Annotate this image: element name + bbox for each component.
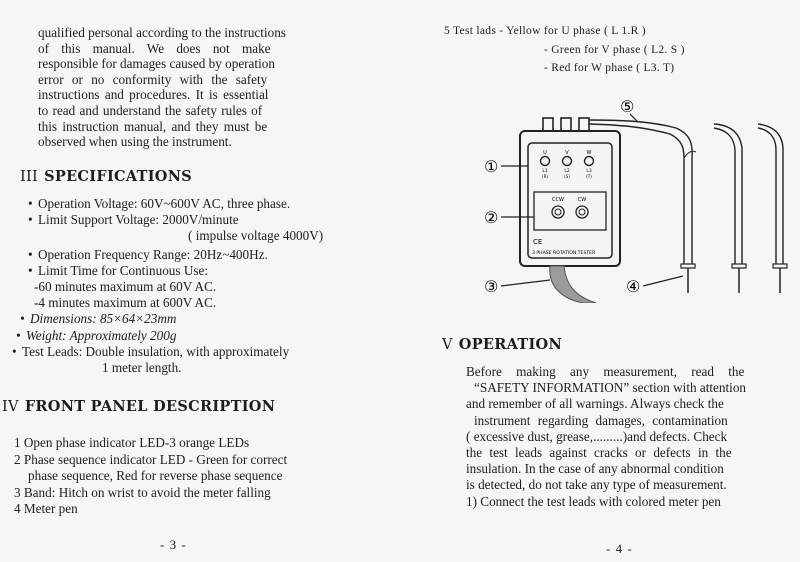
spec-item (28, 295, 323, 311)
bullet: • (28, 212, 33, 228)
section-numeral: V (442, 337, 453, 353)
probe-2 (732, 264, 746, 293)
bullet: • (12, 343, 17, 359)
lead-wire (758, 128, 776, 264)
spec-text: Dimensions: 85×64×23mm (30, 311, 177, 327)
spec-item (28, 263, 323, 279)
phase-letter: V (565, 150, 569, 156)
intro-line: instructions and procedures. It is essential (38, 87, 269, 103)
front-item: 4 Meter pen (14, 501, 78, 516)
spec-text: ( impulse voltage 4000V) (188, 228, 324, 244)
front-item: phase sequence, Red for reverse phase sequence (28, 468, 283, 483)
spec-item (28, 247, 323, 263)
lead-wire (758, 124, 783, 264)
spec-text: Limit Support Voltage: 2000V/minute (38, 212, 239, 228)
phase-sub: (T) (586, 174, 592, 179)
probe-3 (773, 264, 787, 293)
bullet: • (20, 311, 25, 327)
lead-wire (714, 124, 742, 264)
front-panel-list (14, 435, 287, 518)
front-item: 2 Phase sequence indicator LED - Green for correct (14, 451, 288, 467)
spec-text: Test Leads: Double insulation, with approximately (22, 343, 290, 359)
spec-item (28, 196, 323, 212)
operation-line: ( excessive dust, grease,.........)and defects. Check (466, 428, 728, 444)
phase-letter: W (586, 150, 592, 156)
bullet: • (16, 327, 21, 343)
section-title: FRONT PANEL DESCRIPTION (24, 398, 276, 415)
connector (561, 118, 571, 132)
lead-wire (684, 151, 696, 158)
operation-line: the test leads against cracks or defects in the (466, 445, 732, 461)
tester-diagram (478, 98, 800, 303)
spec-item (28, 279, 323, 295)
page-number: - 3 - (160, 537, 187, 552)
operation-line: instrument regarding damages, contamination (474, 412, 728, 428)
front-item: 3 Band: Hitch on wrist to avoid the meter falling (14, 484, 271, 500)
callout-1: ① (484, 157, 499, 176)
spec-text: 1 meter length. (102, 360, 182, 376)
intro-line: this instruction manual, and they must be (38, 118, 268, 134)
connector (579, 118, 589, 132)
bullet: • (28, 246, 33, 262)
callout-5: ⑤ (620, 98, 635, 116)
phase-sub: (R) (542, 174, 548, 179)
section-title: SPECIFICATIONS (44, 168, 193, 185)
operation-line: insulation. In the case of any abnormal condition (466, 461, 724, 477)
probe-1 (681, 264, 695, 293)
phase-code: L1 (542, 169, 548, 174)
bullet: • (28, 262, 33, 278)
spec-item (28, 212, 323, 228)
operation-heading (442, 336, 562, 353)
operation-line: Before making any measurement, read the (466, 364, 745, 379)
intro-line: observed when using the instrument. (38, 134, 232, 150)
phase-code: L2 (564, 169, 570, 174)
ce-mark: CE (533, 238, 543, 246)
intro-line: qualified personal according to the instructions (38, 25, 286, 40)
lead-wire (714, 128, 735, 264)
right-page (410, 0, 800, 562)
lead-line: - Red for W phase ( L3. T) (544, 62, 675, 74)
wrist-band (550, 266, 596, 303)
operation-paragraph (466, 364, 796, 510)
intro-paragraph (38, 25, 330, 150)
device-label: 3 PHASE ROTATION TESTER (532, 251, 596, 256)
spec-item (16, 328, 323, 344)
intro-line: error or no conformity with the safety (38, 71, 268, 87)
rotation-label: CCW (552, 197, 564, 203)
section-numeral: IV (2, 399, 19, 415)
spec-text: Limit Time for Continuous Use: (38, 262, 208, 278)
lead-line: 5 Test lads - Yellow for U phase ( L 1.R ) (444, 25, 646, 37)
operation-line: “SAFETY INFORMATION” section with attention (474, 380, 747, 396)
callout-line (643, 276, 683, 286)
lead-line: - Green for V phase ( L2. S ) (544, 43, 685, 56)
spec-text: Operation Frequency Range: 20Hz~400Hz. (38, 246, 268, 262)
front-panel-heading (2, 398, 275, 415)
spec-item (20, 311, 323, 327)
spec-text: -60 minutes maximum at 60V AC. (34, 279, 217, 295)
spec-text: Operation Voltage: 60V~600V AC, three phase. (38, 196, 291, 211)
spec-text: -4 minutes maximum at 600V AC. (34, 295, 217, 311)
phase-sub: (S) (564, 174, 570, 179)
spec-text: Weight: Approximately 200g (26, 327, 177, 343)
callout-4: ④ (626, 277, 641, 296)
bullet: • (28, 196, 33, 211)
phase-letter: U (543, 150, 547, 156)
front-item: 1 Open phase indicator LED-3 orange LEDs (14, 435, 250, 450)
rotation-label: CW (577, 197, 587, 203)
callout-2: ② (484, 208, 499, 227)
test-leads-list (444, 22, 685, 78)
spec-list (12, 196, 324, 376)
callout-3: ③ (484, 277, 499, 296)
operation-line: 1) Connect the test leads with colored meter pen (466, 493, 721, 509)
phase-code: L3 (586, 169, 592, 174)
section-title: OPERATION (458, 336, 563, 353)
specifications-heading (20, 168, 192, 185)
operation-line: is detected, do not take any type of measurement. (466, 477, 727, 493)
callout-line (501, 280, 550, 286)
intro-line: responsible for damages caused by operation (38, 56, 275, 72)
connector (543, 118, 553, 132)
section-numeral: III (20, 169, 39, 185)
intro-line: of this manual. We does not make (38, 40, 271, 56)
spec-item (28, 360, 323, 376)
spec-item (12, 344, 323, 360)
page-number: - 4 - (606, 541, 633, 556)
operation-line: and remember of all warnings. Always check the (466, 396, 724, 412)
spec-item (28, 228, 323, 244)
intro-line: to read and understand the safety rules of (38, 102, 263, 118)
